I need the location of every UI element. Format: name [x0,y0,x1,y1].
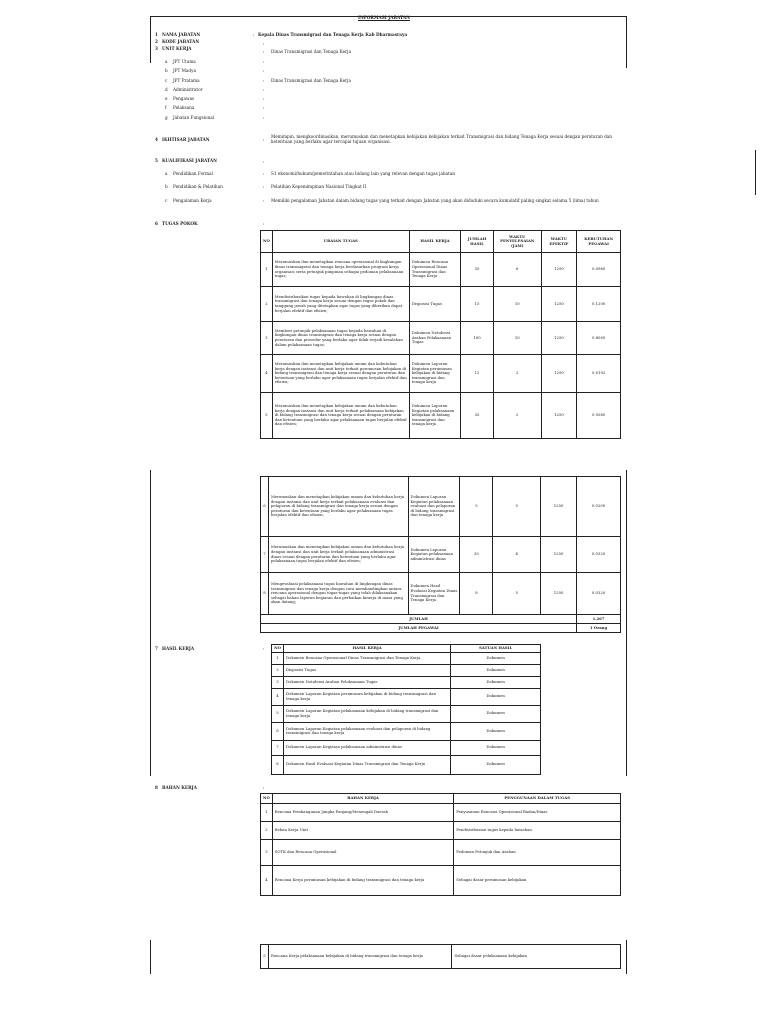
cell-bahan: Rencana Kerja perumusan kebijakan di bidang transmigrasi dan tenaga kerja [272,866,454,896]
table-header-row [261,794,621,804]
cell-no: 1 [261,253,273,287]
field-separator: : [263,159,265,164]
cell-efektif: 1250 [541,477,577,537]
cell-penggunaan: Pedoman Petunjuk dan Arahan [454,840,621,866]
cell-bahan: Rencana Pembangunan Jangka Panjang/Menengah Daerah [272,804,454,822]
cell-bahan: Beban Kerja Unit [272,822,454,840]
cell-efektif: 1250 [541,393,577,439]
cell-kebutuhan: 0.0200 [577,477,621,537]
sub-item-value: Pelatihan Kepemimpinan Nasional Tingkat II [271,184,367,189]
cell-no: 4 [261,355,273,393]
cell-satuan: Dokumen [451,705,541,722]
cell-waktu: 10 [493,287,541,322]
table-row [272,652,541,664]
field-label-nama-jabatan: NAMA JABATAN [162,32,201,37]
cell-hasil: Dokumen Rencana Operasional Dinas Transmigrasi dan Tenaga Kerja [283,652,450,664]
cell-hasil: Dokumen Laporan Kegiatan pelaksanaan administrasi dinas [408,537,460,573]
cell-uraian: Merumuskan dan menetapkan kebijakan umum dan kebutuhan kerja dengan instansi dan unit kerja terkait pelaksanaan kebijakan di bidang transmigrasi dan tenaga kerja sesuai dengan peraturan dan ketentuan yang berlaku agar pelaksanaan tugas berjalan efektif dan efisien; [272,393,409,439]
cell-hasil: Dokumen Rencana Operasional Dinas Transmigrasi dan Tenaga Kerja [409,253,460,287]
cell-waktu: 10 [493,322,541,355]
total-row [261,615,621,624]
field-number: 6 [155,221,158,226]
cell-waktu: 2 [493,355,541,393]
sub-item-letter: c [165,198,168,203]
cell-no: 6 [261,477,269,537]
sub-item-value: S1 ekonomi/hukum/pemerintahan atau bidang lain yang relevan dengan tugas jabatan [271,171,455,176]
cell-kebutuhan: 0.0560 [577,393,621,439]
cell-no: 5 [261,945,269,969]
cell-no: 8 [272,755,284,774]
table-row [272,664,541,676]
page-2-right-border [626,470,627,776]
sub-item-label: Pengalaman Kerja [173,198,212,203]
cell-hasil: Dokumen Laporan Kegiatan pelaksanaan administrasi dinas [283,740,450,755]
header-waktu-efektif: WAKTU EFEKTIF [541,231,577,253]
header-bahan-kerja: BAHAN KERJA [272,794,454,804]
field-separator: : [263,115,265,120]
sub-item-letter: f [165,105,167,110]
cell-satuan: Dokumen [451,722,541,740]
sub-item-label: Pendidikan Formal [173,171,213,176]
table-header-row [272,645,541,653]
header-no: NO [272,645,284,653]
cell-no: 8 [261,573,269,615]
sub-item-label: Pengawas [173,96,195,101]
page-edge-mark [755,150,756,195]
field-label-kode-jabatan: KODE JABATAN [162,39,200,44]
table-row [272,705,541,722]
cell-kebutuhan: 0.1200 [577,287,621,322]
header-satuan-hasil: SATUAN HASIL [451,645,541,653]
header-jumlah-hasil: JUMLAH HASIL [461,231,494,253]
cell-hasil: Dokumen Laporan Kegiatan pelaksanaan kebijakan di bidang transmigrasi dan tenaga kerja [283,705,450,722]
field-number: 2 [155,39,158,44]
cell-no: 1 [272,652,284,664]
cell-hasil: Dokumen Notulensi Arahan Pelaksanaan Tugas [283,676,450,688]
cell-uraian: Merumuskan dan menetapkan kebijakan umum dan kebutuhan kerja dengan instansi dan unit kerja terkait pelaksanaan evaluasi dan pelaporan di bidang transmigrasi dan tenaga kerja sesuai dengan peraturan dan ketentuan yang berlaku agar pelaksanaan tugas berjalan efektif dan efisien; [268,477,408,537]
cell-bahan: Rencana Kerja pelaksanaan kebijakan di bidang transmigrasi dan tenaga kerja [268,945,451,969]
field-separator: : [263,198,265,203]
cell-hasil: Dokumen Laporan Kegiatan pelaksanaan evaluasi dan pelaporan di bidang transmigrasi dan tenaga kerja [283,722,450,740]
field-separator: : [263,171,265,176]
header-uraian-tugas: URAIAN TUGAS [272,231,409,253]
field-value-ikhtisar: Memimpin, mengkoordinasikan, merumuskan dan menetapkan kebijakan kebijakan terkait Transmigrasi dan bidang Tenaga Kerja sesuai dengan peraturan dan ketentuan yang berlaku agar tercapai tujuan organisasi. [271,134,613,144]
cell-hasil: Dokumen Notulensi Arahan Pelaksanaan Tugas [409,322,460,355]
table-row [272,688,541,705]
cell-no: 3 [261,840,273,866]
cell-jumlah: 100 [461,322,494,355]
cell-no: 7 [261,537,269,573]
sub-item-letter: c [165,78,168,83]
table-row [261,822,621,840]
bahan-kerja-table-page-3 [260,944,621,969]
cell-efektif: 1250 [541,537,577,573]
cell-jumlah: 35 [460,537,493,573]
table-row [261,804,621,822]
total-pegawai-row [261,624,621,633]
cell-no: 4 [272,688,284,705]
cell-kebutuhan: 0.8000 [577,322,621,355]
sub-item-letter: d [165,87,168,92]
page-1-left-border [150,16,151,63]
cell-uraian: Mendistribusikan tugas kepada bawahan di lingkungan dinas transmigrasi dan tenaga kerja sesuai dengan tugas pokok dan tanggung jawab yang ditetapkan agar tugas yang diberikan dapat berjalan efektif dan efisien; [272,287,409,322]
cell-satuan: Dokumen [451,740,541,755]
header-hasil-kerja: HASIL KERJA [283,645,450,653]
table-row [261,355,621,393]
hasil-kerja-table [271,644,541,775]
cell-satuan: Dokumen [451,676,541,688]
field-separator: : [263,105,265,110]
sub-item-label: Administrator [173,87,203,92]
field-label-ikhtisar: IKHTISAR JABATAN [162,137,210,142]
cell-satuan: Dokumen [451,688,541,705]
field-number: 4 [155,137,158,142]
field-separator: : [253,32,255,37]
table-row [261,866,621,896]
field-separator: : [263,87,265,92]
cell-hasil: Dokumen Hasil Evaluasi Kegiatan Dinas Transmigrasi dan Tenaga Kerja [408,573,460,615]
cell-no: 6 [272,722,284,740]
sub-item-label: Jabatan Fungsional [173,115,215,120]
cell-jumlah: 35 [461,393,494,439]
total-pegawai-value: 1 Orang [577,624,621,633]
cell-uraian: Merumuskan dan menetapkan kebijakan umum dan kebutuhan kerja dengan instansi dan unit kerja terkait pelaksanaan administrasi dinas sesuai dengan peraturan dan ketentuan yang berlaku agar pelaksanaan tugas berjalan efektif dan efisien; [268,537,408,573]
cell-uraian: Mengevaluasi pelaksanaan tugas bawahan di lingkungan dinas transmigrasi dan tenaga kerja dengan cara membandingkan antara rencana operasional dengan tugas-tugas yang telah dilaksanakan sebagai bahan laporan kegiatan dan perbaikan kinerja di masa yang akan datang; [268,573,408,615]
cell-hasil: Dokumen Laporan Kegiatan perumusan kebijakan di bidang transmigrasi dan tenaga kerja [283,688,450,705]
field-separator: : [263,49,265,54]
field-separator: : [263,785,265,790]
sub-item-label: JPT Madya [173,68,196,73]
page-2-left-border [150,470,151,776]
sub-item-letter: g [165,115,168,120]
field-label-bahan-kerja: BAHAN KERJA [162,785,197,790]
bahan-kerja-table-page-2 [260,793,621,896]
cell-hasil: Dokumen Laporan Kegiatan pelaksanaan evaluasi dan pelaporan di bidang transmigrasi dan tenaga kerja [408,477,460,537]
cell-no: 7 [272,740,284,755]
table-row [261,477,621,537]
field-separator: : [263,221,265,226]
field-number: 8 [155,785,158,790]
table-row [261,537,621,573]
page-title: INFORMASI JABATAN [358,15,410,20]
sub-item-letter: b [165,68,168,73]
sub-item-label: Pendidikan & Pelatihan [173,184,223,189]
cell-satuan: Dokumen [451,664,541,676]
page-3-right-border [626,940,627,974]
cell-kebutuhan: 0.0960 [577,253,621,287]
cell-waktu: 4 [493,537,541,573]
sub-item-value: Dinas Transmigrasi dan Tenaga Kerja [271,78,351,83]
cell-no: 1 [261,804,273,822]
cell-no: 3 [272,676,284,688]
header-no: NO [261,231,273,253]
cell-waktu: 2 [493,393,541,439]
cell-no: 4 [261,866,273,896]
total-pegawai-label: JUMLAH PEGAWAI [261,624,577,633]
cell-hasil: Dokumen Laporan Kegiatan perumusan kebijakan di bidang transmigrasi dan tenaga kerja [409,355,460,393]
total-label: JUMLAH [261,615,577,624]
field-separator: : [263,59,265,64]
field-separator: : [263,96,265,101]
cell-penggunaan: Sebagai dasar perumusan kebijakan [454,866,621,896]
sub-item-label: JPT Pratama [173,78,200,83]
cell-bahan: SOTK dan Rencana Operasional [272,840,454,866]
table-row [261,287,621,322]
cell-uraian: Merumuskan dan menetapkan kebijakan umum dan kebutuhan kerja dengan instansi dan unit kerja terkait perumusan kebijakan di bidang transmigrasi dan tenaga kerja sesuai dengan peraturan dan ketentuan yang berlaku agar pelaksanaan tugas berjalan efektif dan efisien; [272,355,409,393]
cell-hasil: Disposisi Tugas [283,664,450,676]
field-value-nama-jabatan: Kepala Dinas Transmigrasi dan Tenaga Kerja Kab Dharmasraya [258,32,408,37]
sub-item-label: JPT Utama [173,59,196,64]
cell-jumlah: 12 [461,355,494,393]
sub-item-letter: b [165,184,168,189]
sub-item-value: Memiliki pengalaman Jabatan dalam bidang tugas yang terkait dengan Jabatan yang akan diduduki secara kumulatif paling singkat selama 5 (lima) tahun [271,198,599,203]
cell-no: 5 [261,393,273,439]
cell-no: 5 [272,705,284,722]
cell-efektif: 1250 [541,253,577,287]
sub-item-letter: a [165,171,168,176]
table-row [272,722,541,740]
cell-efektif: 1250 [541,355,577,393]
tugas-pokok-table-page-2 [260,476,621,633]
cell-uraian: Memberi petunjuk pelaksanaan tugas kepada bawahan di lingkungan dinas transmigrasi dan tenaga kerja sesuai dengan peraturan dan prosedur yang berlaku agar tidak terjadi kesalahan dalam pelaksanaan tugas; [272,322,409,355]
cell-satuan: Dokumen [451,652,541,664]
field-label-unit-kerja: UNIT KERJA [162,46,192,51]
header-waktu-penyelesaian: WAKTU PENYELESAIAN (JAM) [493,231,541,253]
field-separator: : [263,41,265,46]
field-separator: : [263,184,265,189]
cell-uraian: Merumuskan dan menetapkan rencana operasional di lingkungan dinas transmigrasi dan tenaga kerja berdasarkan program kerja organisasi serta petunjuk pimpinan sebagai pedoman pelaksanaan tugas; [272,253,409,287]
table-row [272,740,541,755]
field-label-kualifikasi: KUALIFIKASI JABATAN [162,158,218,163]
field-label-hasil-kerja: HASIL KERJA [162,646,195,651]
header-no: NO [261,794,273,804]
table-row [272,755,541,774]
table-row [261,945,621,969]
cell-satuan: Dokumen [451,755,541,774]
table-row [261,573,621,615]
field-number: 5 [155,158,158,163]
table-row [261,840,621,866]
cell-kebutuhan: 0.0320 [577,537,621,573]
tugas-pokok-table-page-1 [260,230,621,439]
cell-penggunaan: Penyusunan Rencana Operasional Badan/Dinas [454,804,621,822]
cell-hasil: Disposisi Tugas [409,287,460,322]
field-separator: : [263,78,265,83]
field-value-unit-kerja: Dinas Transmigrasi dan Tenaga Kerja [271,49,351,54]
cell-efektif: 1250 [541,573,577,615]
cell-no: 2 [261,287,273,322]
field-number: 1 [155,32,158,37]
header-penggunaan: PENGGUNAAN DALAM TUGAS [454,794,621,804]
cell-jumlah: 35 [461,253,494,287]
cell-kebutuhan: 0.0192 [577,355,621,393]
field-separator: : [263,646,265,651]
field-separator: : [263,137,265,142]
cell-penggunaan: Pendistribusian tugas kepada bawahan [454,822,621,840]
table-row [261,322,621,355]
cell-kebutuhan: 0.0320 [577,573,621,615]
cell-no: 2 [272,664,284,676]
field-label-tugas-pokok: TUGAS POKOK [162,221,198,226]
page-3-left-border [150,940,151,974]
page-1-right-border [626,16,627,68]
header-kebutuhan-pegawai: KEBUTUHAN PEGAWAI [577,231,621,253]
cell-jumlah: 15 [461,287,494,322]
cell-waktu: 5 [493,573,541,615]
table-row [261,253,621,287]
table-row [272,676,541,688]
cell-hasil: Dokumen Laporan Kegiatan pelaksanaan kebijakan di bidang transmigrasi dan tenaga kerja [409,393,460,439]
cell-jumlah: 5 [460,477,493,537]
header-hasil-kerja: HASIL KERJA [409,231,460,253]
field-number: 7 [155,646,158,651]
field-separator: : [263,68,265,73]
sub-item-letter: a [165,59,168,64]
field-number: 3 [155,46,158,51]
cell-hasil: Dokumen Hasil Evaluasi Kegiatan Dinas Transmigrasi dan Tenaga Kerja [283,755,450,774]
table-header-row [261,231,621,253]
table-row [261,393,621,439]
cell-waktu: 5 [493,477,541,537]
cell-no: 3 [261,322,273,355]
cell-efektif: 1250 [541,287,577,322]
sub-item-label: Pelaksana [173,105,195,110]
sub-item-letter: e [165,96,168,101]
total-value: 1.267 [577,615,621,624]
cell-jumlah: 8 [460,573,493,615]
cell-efektif: 1250 [541,322,577,355]
cell-penggunaan: Sebagai dasar pelaksanaan kebijakan [452,945,621,969]
cell-waktu: 6 [493,253,541,287]
cell-no: 2 [261,822,273,840]
